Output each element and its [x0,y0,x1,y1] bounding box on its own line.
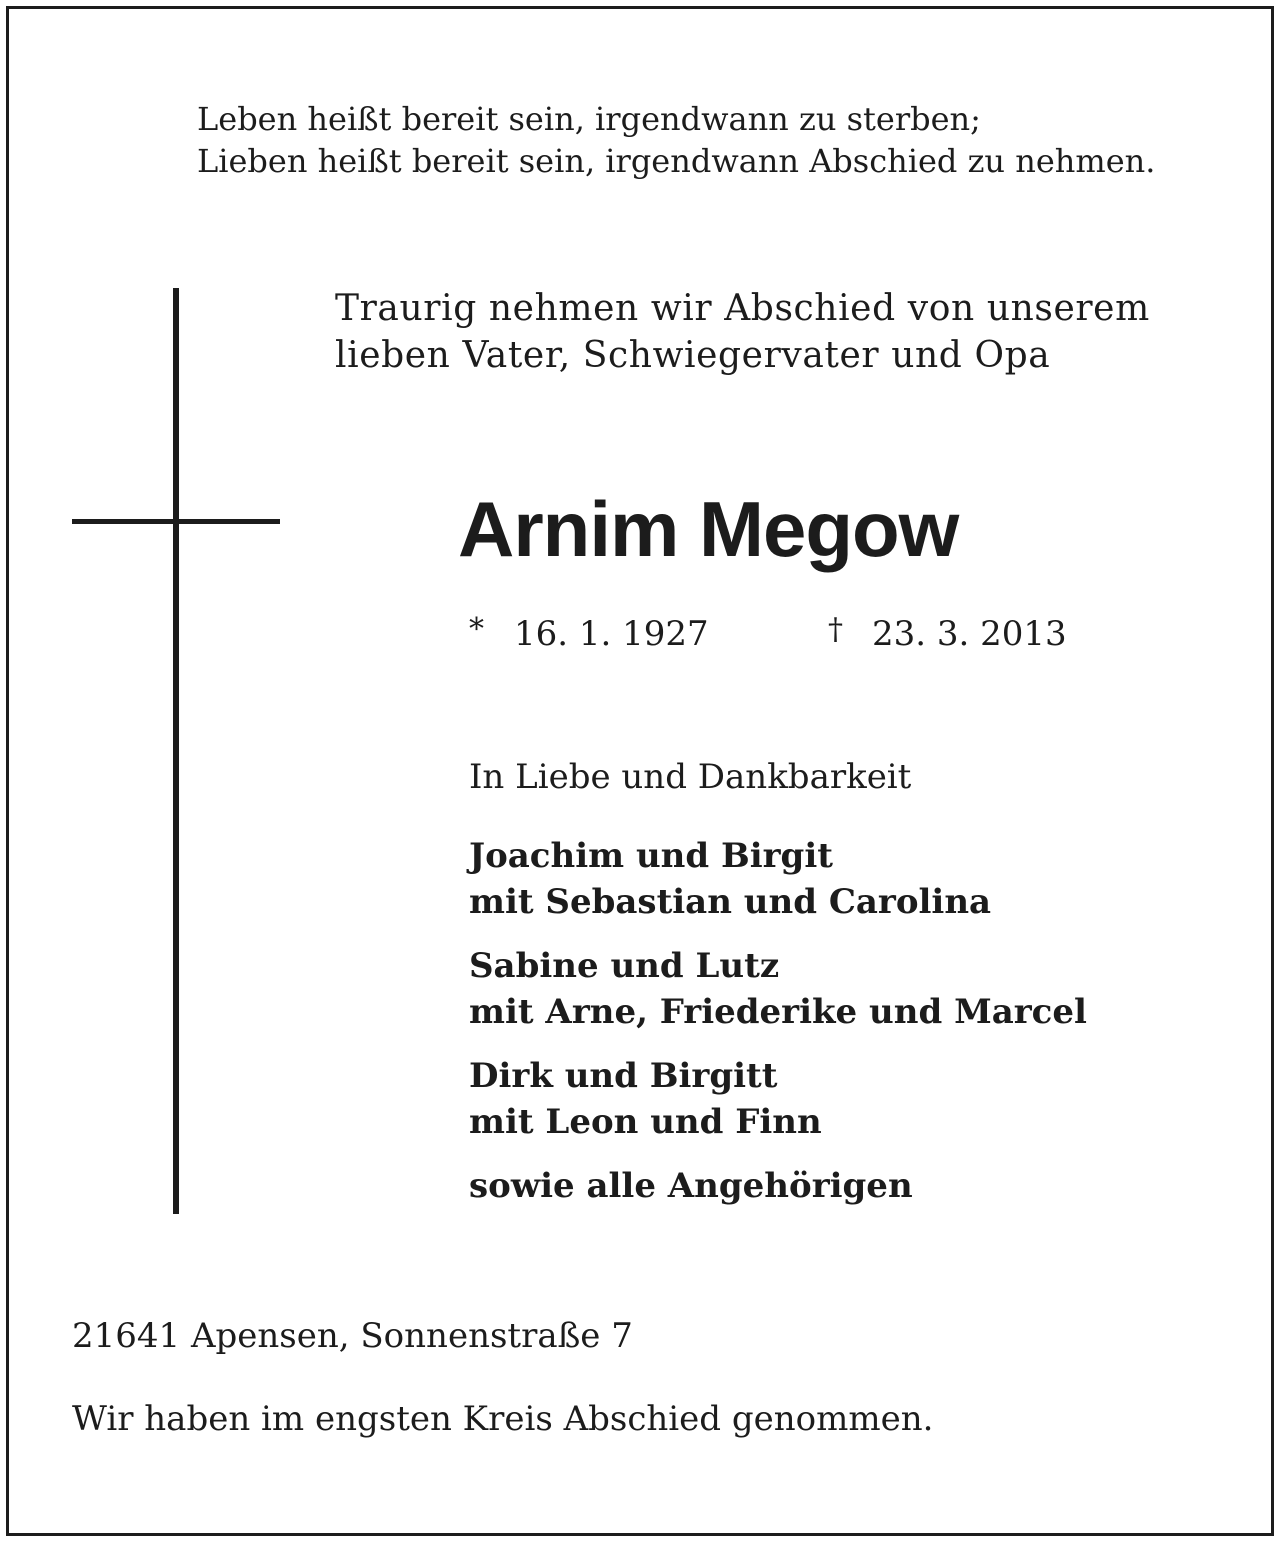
family-group-3-line-1: Dirk und Birgitt [469,1056,778,1096]
cross-horizontal-bar [72,519,280,524]
family-closing: sowie alle Angehörigen [469,1166,913,1206]
signoff-text: In Liebe und Dankbarkeit [469,757,912,797]
address-line: 21641 Apensen, Sonnenstraße 7 [72,1316,633,1356]
deceased-name: Arnim Megow [458,485,959,573]
family-group-3-line-2: mit Leon und Finn [469,1102,822,1142]
closing-note: Wir haben im engsten Kreis Abschied genommen. [72,1399,934,1439]
cross-vertical-bar [173,288,179,1214]
family-group-2-line-1: Sabine und Lutz [469,946,780,986]
family-group-1-line-2: mit Sebastian und Carolina [469,882,992,922]
intro-line-1: Traurig nehmen wir Abschied von unserem [335,288,1150,329]
quote-line-1: Leben heißt bereit sein, irgendwann zu sterben; [197,100,981,138]
death-symbol: † [828,612,843,647]
death-date: 23. 3. 2013 [872,614,1067,654]
birth-date: 16. 1. 1927 [514,614,709,654]
family-group-2-line-2: mit Arne, Friederike und Marcel [469,992,1087,1032]
family-group-1-line-1: Joachim und Birgit [469,836,833,876]
birth-symbol: * [469,612,484,647]
quote-line-2: Lieben heißt bereit sein, irgendwann Abschied zu nehmen. [197,142,1156,180]
intro-line-2: lieben Vater, Schwiegervater und Opa [335,335,1051,376]
